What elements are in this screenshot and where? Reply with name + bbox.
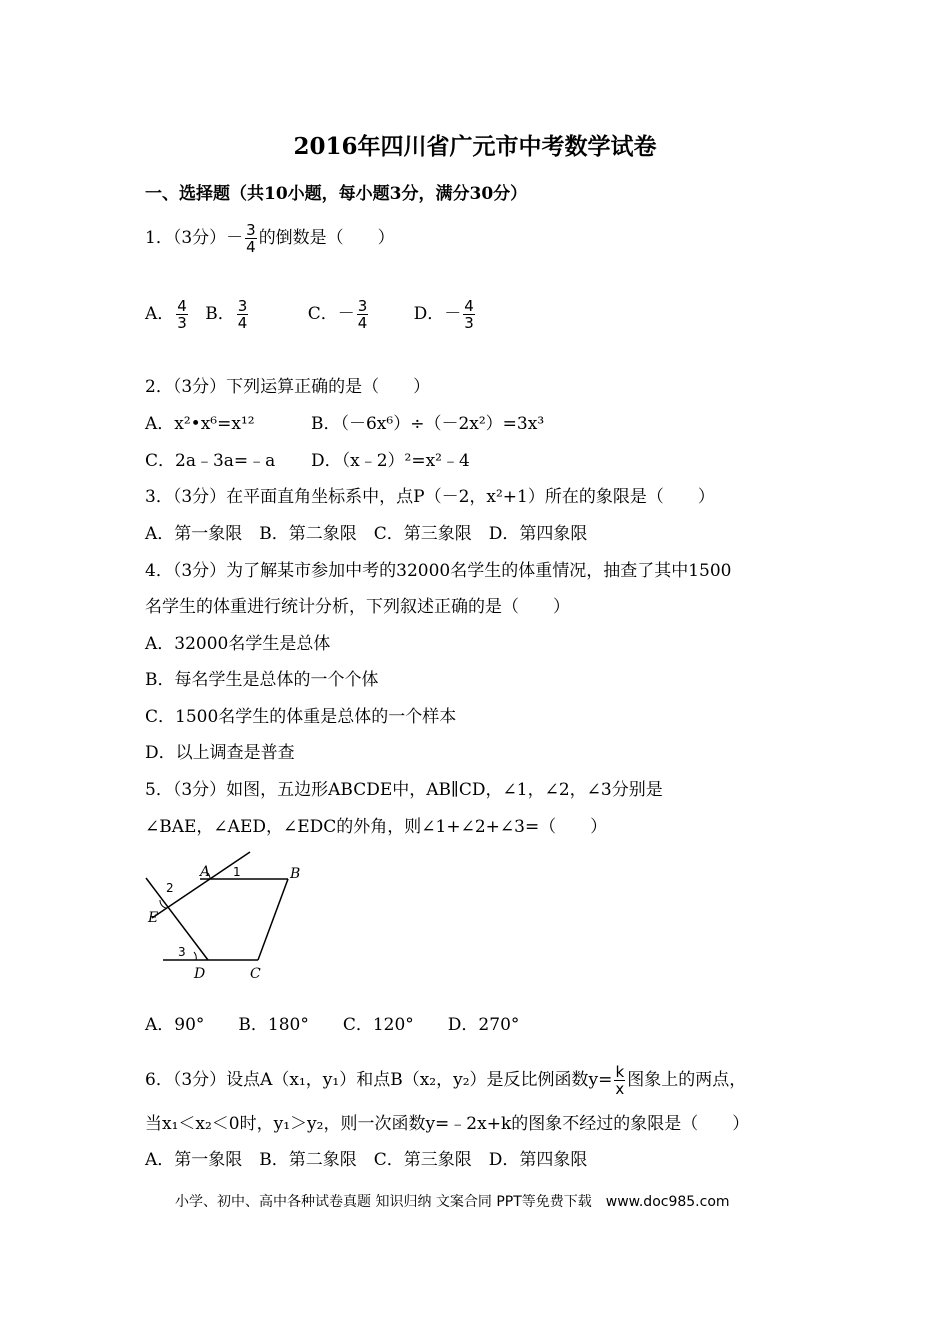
- page-title: 2016年四川省广元市中考数学试卷: [293, 133, 657, 160]
- q1-fraction: $\frac{3}{4}$: [246, 221, 256, 256]
- question-5-line-1: 5．（3分）如图，五边形ABCDE中，AB∥CD，∠1，∠2，∠3分别是: [145, 780, 663, 800]
- q1-option-a: A． $\frac{4}{3}$: [145, 297, 187, 332]
- q4-option-a: A．32000名学生是总体: [145, 634, 331, 654]
- q1-option-c: C．－ $\frac{3}{4}$: [307, 297, 368, 332]
- footer-text: 小学、初中、高中各种试卷真题 知识归纳 文案合同 PPT等免费下载 www.doc985.com: [175, 1194, 730, 1210]
- q4-option-c: C．1500名学生的体重是总体的一个样本: [145, 707, 457, 727]
- q1-suffix: 的倒数是（ ）: [258, 228, 395, 248]
- label-A: A: [200, 864, 211, 880]
- q1-option-b: B． $\frac{3}{4}$: [205, 297, 248, 332]
- label-D: D: [194, 966, 206, 982]
- q2-option-b: B．（－6x⁶）÷（－2x²）=3x³: [311, 414, 545, 434]
- question-3: 3．（3分）在平面直角坐标系中，点P（－2，x²+1）所在的象限是（ ）: [145, 487, 715, 507]
- q5-options: A．90° B．180° C．120° D．270°: [145, 1015, 520, 1035]
- segment-bc: [258, 879, 288, 960]
- q3-options: A．第一象限 B．第二象限 C．第三象限 D．第四象限: [145, 524, 588, 544]
- q4-option-d: D．以上调查是普查: [145, 743, 295, 763]
- label-angle-1: 1: [233, 865, 241, 879]
- question-5-line-2: ∠BAE，∠AED，∠EDC的外角，则∠1+∠2+∠3=（ ）: [145, 817, 608, 837]
- question-4-line-2: 名学生的体重进行统计分析，下列叙述正确的是（ ）: [145, 597, 570, 617]
- section-heading: 一、选择题（共10小题，每小题3分，满分30分）: [145, 184, 528, 204]
- label-angle-3: 3: [178, 945, 186, 959]
- q1-prefix: 1．（3分）－: [145, 228, 244, 248]
- pentagon-figure: [138, 850, 318, 990]
- q2-option-d: D．（x﹣2）²=x²﹣4: [311, 451, 470, 471]
- q6-fraction: $\frac{k}{x}$: [615, 1063, 625, 1098]
- q4-option-b: B．每名学生是总体的一个个体: [145, 670, 379, 690]
- label-C: C: [250, 966, 261, 982]
- question-2: 2．（3分）下列运算正确的是（ ）: [145, 377, 431, 397]
- label-E: E: [148, 910, 159, 926]
- angle-3-arc: [194, 952, 196, 960]
- q6-options: A．第一象限 B．第二象限 C．第三象限 D．第四象限: [145, 1150, 588, 1170]
- question-6-line-1: 6．（3分）设点A（x₁，y₁）和点B（x₂，y₂）是反比例函数y= $\frac{k}{x}$ 图象上的两点，: [145, 1063, 747, 1098]
- label-angle-2: 2: [166, 881, 174, 895]
- q1-option-d: D．－ $\frac{4}{3}$: [413, 297, 474, 332]
- question-6-line-2: 当x₁＜x₂＜0时，y₁＞y₂，则一次函数y=﹣2x+k的图象不经过的象限是（ ）: [145, 1114, 750, 1134]
- q1-options: [145, 298, 477, 331]
- q2-option-c: C．2a﹣3a=﹣a: [145, 451, 276, 471]
- q2-option-a: A．x²•x⁶=x¹²: [145, 414, 255, 434]
- label-B: B: [290, 866, 301, 882]
- question-1: [145, 222, 395, 255]
- question-4-line-1: 4．（3分）为了解某市参加中考的32000名学生的体重情况，抽查了其中1500: [145, 561, 732, 581]
